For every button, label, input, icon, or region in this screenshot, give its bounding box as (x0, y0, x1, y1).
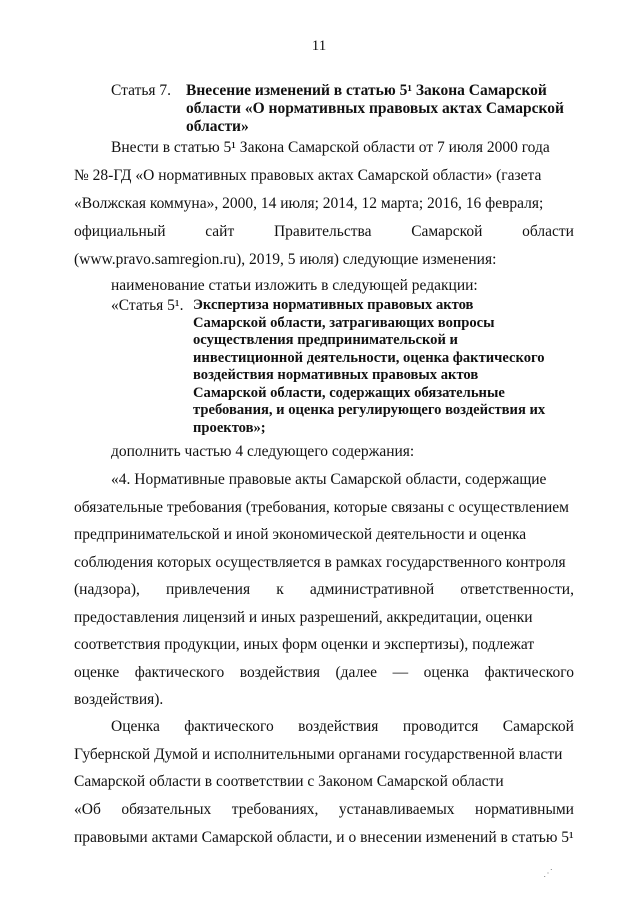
text-line (74, 222, 574, 242)
text-line: соответствия продукции, иных форм оценки и экспертизы), подлежат (74, 636, 535, 653)
word: воздействия (298, 718, 379, 735)
text-line (111, 717, 574, 737)
text-line: «4. Нормативные правовые акты Самарской области, содержащие (111, 471, 547, 488)
word: оценка (423, 664, 469, 681)
word: обязательных (121, 801, 212, 818)
word: требованиях, (231, 801, 319, 818)
word: — (392, 664, 409, 681)
word: сайт (205, 223, 235, 240)
text-line: предоставления лицензий и иных разрешений, аккредитации, оценки (74, 609, 533, 626)
page-number: 11 (311, 38, 327, 54)
text-line: воздействия). (74, 691, 164, 708)
inner-article-title (193, 297, 578, 437)
word: к (276, 581, 284, 598)
inner-article-label: «Статья 5¹. (111, 297, 184, 314)
word: привлечения (166, 581, 251, 598)
word: нормативными (475, 801, 574, 818)
scan-speck: ⋰ (543, 868, 553, 879)
word: Самарской (502, 718, 574, 735)
word: фактического (134, 664, 225, 681)
text-line (74, 800, 574, 820)
article-title-line: Внесение изменений в статью 5¹ Закона Самарской (186, 82, 547, 99)
text-line: правовыми актами Самарской области, и о внесении изменений в статью 5¹ (74, 829, 574, 846)
inner-title-line: требования, и оценка регулирующего воздействия их (193, 402, 546, 418)
article-title-line: области «О нормативных правовых актах Самарской (186, 100, 564, 117)
text-line: предпринимательской и иной экономической деятельности и оценка (74, 526, 527, 543)
word: Самарской (411, 223, 483, 240)
word: проводится (402, 718, 479, 735)
inner-title-line: проектов»; (193, 419, 266, 436)
inner-title-line: воздействия нормативных правовых актов (193, 367, 479, 383)
inner-title-line: осуществления предпринимательской и (193, 332, 458, 348)
text-line: соблюдения которых осуществляется в рамках государственного контроля (74, 554, 566, 571)
word: «Об (74, 801, 101, 818)
word: оценке (74, 664, 120, 681)
text-line: дополнить частью 4 следующего содержания: (111, 443, 415, 460)
inner-title-line: Самарской области, затрагивающих вопросы (193, 314, 495, 331)
text-line: (www.pravo.samregion.ru), 2019, 5 июля) следующие изменения: (74, 251, 497, 268)
text-line: № 28-ГД «О нормативных правовых актах Самарской области» (газета (74, 167, 542, 184)
text-line: обязательные требования (требования, которые связаны с осуществлением (74, 499, 569, 516)
word: Правительства (273, 223, 372, 240)
word: официальный (74, 223, 166, 240)
inner-title-line: Экспертиза нормативных правовых актов (193, 297, 474, 313)
word: Оценка (111, 718, 160, 735)
inner-title-line: инвестиционной деятельности, оценка фактического (193, 349, 545, 366)
word: ответственности, (460, 581, 574, 598)
text-line (74, 663, 574, 683)
word: области (522, 223, 574, 240)
text-line: наименование статьи изложить в следующей редакции: (111, 277, 478, 294)
inner-title-line: Самарской области, содержащих обязательные (193, 384, 505, 401)
article-title (186, 82, 576, 136)
text-line: Внести в статью 5¹ Закона Самарской области от 7 июля 2000 года (111, 139, 550, 156)
word: воздействия (239, 664, 320, 681)
text-line (74, 580, 574, 600)
word: фактического (184, 718, 274, 735)
article-label: Статья 7. (111, 82, 172, 99)
article-title-line: области» (186, 118, 249, 135)
word: (далее (335, 664, 378, 681)
word: (надзора), (74, 581, 140, 598)
text-line: Губернской Думой и исполнительными органами государственной власти (74, 746, 563, 763)
text-line: «Волжская коммуна», 2000, 14 июля; 2014, 12 марта; 2016, 16 февраля; (74, 195, 544, 212)
word: фактического (484, 664, 574, 681)
word: устанавливаемых (338, 801, 455, 818)
word: административной (309, 581, 435, 598)
text-line: Самарской области в соответствии с Законом Самарской области (74, 773, 504, 790)
